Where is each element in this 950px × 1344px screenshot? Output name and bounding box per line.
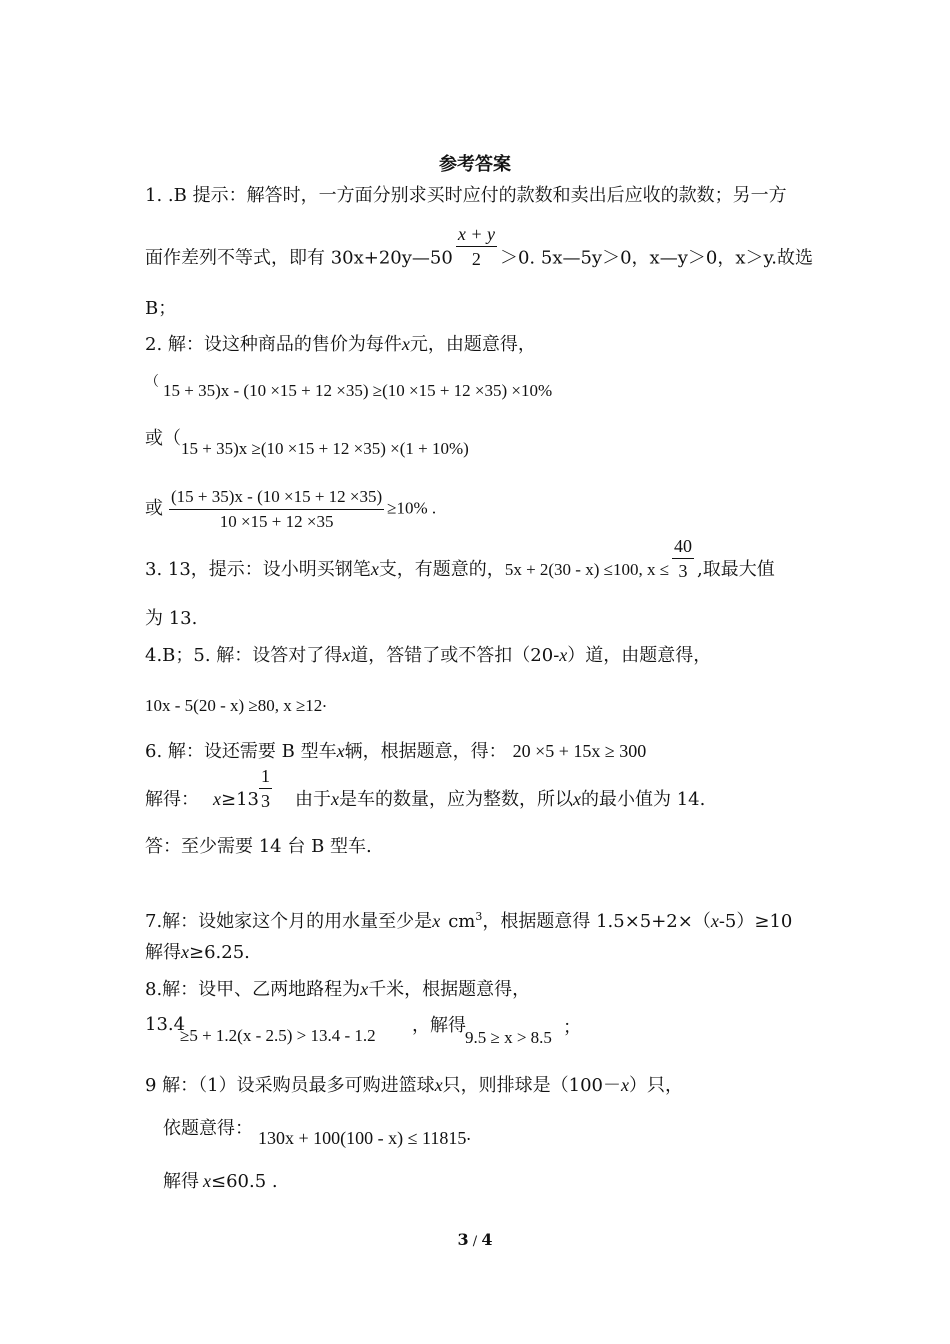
q9-line1-text-b: 只，则排球是（100－ — [442, 1075, 621, 1096]
q6-line2 — [145, 765, 706, 813]
q2-equation-3 — [166, 485, 436, 534]
q2-line1 — [145, 332, 536, 357]
q8-lead-value: 13.4 — [145, 1014, 186, 1035]
q1-fraction-denominator: 2 — [471, 249, 481, 269]
q8-line1 — [145, 977, 530, 1002]
q8-end: ； — [563, 1017, 581, 1038]
q2-var-x: x — [401, 334, 410, 354]
q3-line2: 为 13. — [145, 608, 198, 629]
page-total: 4 — [481, 1230, 493, 1249]
q6-line1-text-b: 辆，根据题意，得： — [344, 741, 507, 762]
q6-line1-text-a: 6. 解：设还需要 B 型车 — [145, 741, 337, 762]
page-separator: / — [468, 1234, 482, 1249]
q1-line2 — [145, 224, 813, 271]
q9-line2-label: 依题意得： — [163, 1118, 253, 1139]
q7-line1-text-b: ，根据题意得 1.5×5+2×（ — [482, 911, 711, 932]
q8-solve-label: ，解得 — [412, 1015, 466, 1036]
q6-line2-text-a: 解得： — [145, 789, 199, 810]
q7-var-x-3: x — [181, 942, 189, 962]
q9-equation — [258, 1122, 471, 1150]
q3-fraction — [672, 534, 694, 583]
q8-line1-text-b: 千米，根据题意得， — [368, 979, 531, 1000]
q2-line1-text-a: 2. 解：设这种商品的售价为每件 — [145, 334, 402, 355]
q2-eq3-denominator: 10 ×15 + 12 ×35 — [219, 512, 334, 531]
q9-line1-text-a: 9 解：（1）设采购员最多可购进篮球 — [145, 1075, 435, 1096]
q6-var-x-2: x — [213, 789, 221, 809]
q1-line2-text-a: 面作差列不等式，即有 30x+20y—50 — [145, 247, 453, 269]
q2-or-1: 或（ — [145, 428, 181, 449]
q45-expression-end: . — [322, 692, 327, 711]
q9-var-x-2: x — [620, 1075, 629, 1095]
q6-line3: 答：至少需要 14 台 B 型车. — [145, 836, 372, 857]
q6-fraction — [259, 764, 272, 813]
q2-eq3-tail: ≥10% . — [387, 498, 437, 518]
q2-eq3-numerator: (15 + 35)x - (10 ×15 + 12 ×35) — [169, 485, 384, 510]
q7-line1-text-c: -5）≥10 — [718, 911, 793, 932]
q2-open-paren: （ — [145, 374, 159, 390]
q45-var-x-2: x — [559, 645, 568, 665]
q2-or-2: 或 — [145, 498, 163, 519]
q9-line3 — [163, 1169, 278, 1194]
q3-var-x: x — [370, 559, 379, 579]
q3-line1-text-b: 支，有题意的， — [378, 559, 505, 580]
page-title: 参考答案 — [439, 154, 511, 175]
q1-line2-text-b: ＞0. 5x—5y＞0，x—y＞0，x＞y.故选 — [499, 247, 813, 269]
q1-fraction — [456, 222, 497, 271]
q6-relation: ≥13 — [221, 789, 259, 810]
q3-line1 — [145, 535, 775, 583]
q6-equation: 20 ×5 + 15x ≥ 300 — [512, 741, 647, 761]
q9-line3-text-b: ≤60.5 . — [211, 1171, 278, 1192]
q3-expression: 5x + 2(30 - x) ≤100, x ≤ — [504, 560, 670, 579]
q6-var-x-4: x — [573, 789, 581, 809]
q6-line1 — [145, 739, 646, 764]
q7-var-x-2: x — [710, 911, 719, 931]
q45-expression-text: 10x - 5(20 - x) ≥80, x ≥12 — [145, 696, 323, 715]
q6-var-x-3: x — [331, 789, 339, 809]
q9-equation-text: 130x + 100(100 - x) ≤ 11815 — [258, 1128, 467, 1148]
q1-line3: B； — [145, 298, 177, 319]
q45-line1-text-b: 道，答错了或不答扣（20- — [350, 645, 560, 666]
q3-fraction-numerator: 40 — [672, 534, 694, 559]
q9-var-x-3: x — [203, 1171, 211, 1191]
q9-line1 — [145, 1073, 683, 1098]
q1-fraction-numerator: x + y — [456, 222, 497, 247]
q7-line1 — [145, 905, 792, 934]
q7-line2 — [145, 940, 250, 965]
q6-fraction-numerator: 1 — [259, 764, 272, 789]
q9-line3-text-a: 解得 — [163, 1171, 199, 1192]
q8-inequality: ≥5 + 1.2(x - 2.5) > 13.4 - 1.2 — [180, 1026, 376, 1045]
page-current: 3 — [457, 1230, 469, 1249]
q2-equation-2: 15 + 35)x ≥(10 ×15 + 12 ×35) ×(1 + 10%) — [181, 439, 469, 458]
q45-var-x: x — [342, 645, 351, 665]
q8-var-x: x — [360, 979, 369, 999]
q6-line2-text-b: 由于 — [295, 789, 331, 810]
q45-line1 — [145, 643, 711, 668]
q45-line1-text-c: ）道，由题意得， — [567, 645, 712, 666]
q9-equation-end: . — [466, 1124, 471, 1144]
q8-solution: 9.5 ≥ x > 8.5 — [465, 1028, 552, 1047]
q7-line2-text-b: ≥6.25. — [189, 942, 250, 963]
q7-line1-text-a: 7.解：设她家这个月的用水量至少是 — [145, 911, 433, 932]
q7-var-x: x — [432, 911, 441, 931]
q1-line1: 1. .B 提示：解答时，一方面分别求买时应付的款数和卖出后应收的款数；另一方 — [145, 185, 787, 206]
q9-var-x: x — [434, 1075, 443, 1095]
q3-fraction-denominator: 3 — [678, 560, 688, 581]
q9-line1-text-c: ）只， — [628, 1075, 683, 1096]
q8-line1-text-a: 8.解：设甲、乙两地路程为 — [145, 979, 361, 1000]
q45-line1-text-a: 4.B；5. 解：设答对了得 — [145, 645, 343, 666]
q6-line2-text-d: 的最小值为 14. — [581, 789, 706, 810]
q2-eq3-fraction — [169, 485, 384, 534]
q2-equation-1: 15 + 35)x - (10 ×15 + 12 ×35) ≥(10 ×15 + 12 ×35) ×10% — [163, 381, 553, 400]
q7-unit: cm — [448, 911, 476, 932]
q6-line2-text-c: 是车的数量，应为整数，所以 — [339, 789, 573, 810]
q3-line1-text-a: 3. 13，提示：设小明买钢笔 — [145, 559, 371, 580]
page-number — [0, 1230, 950, 1249]
q7-unit-exponent: 3 — [475, 910, 483, 923]
q6-var-x: x — [336, 741, 345, 761]
q2-line1-text-b: 元，由题意得， — [409, 334, 536, 355]
q7-line2-text-a: 解得 — [145, 942, 181, 963]
q45-expression — [145, 690, 327, 718]
q6-fraction-denominator: 3 — [261, 790, 270, 811]
q3-line1-text-c: ,取最大值 — [697, 559, 775, 580]
